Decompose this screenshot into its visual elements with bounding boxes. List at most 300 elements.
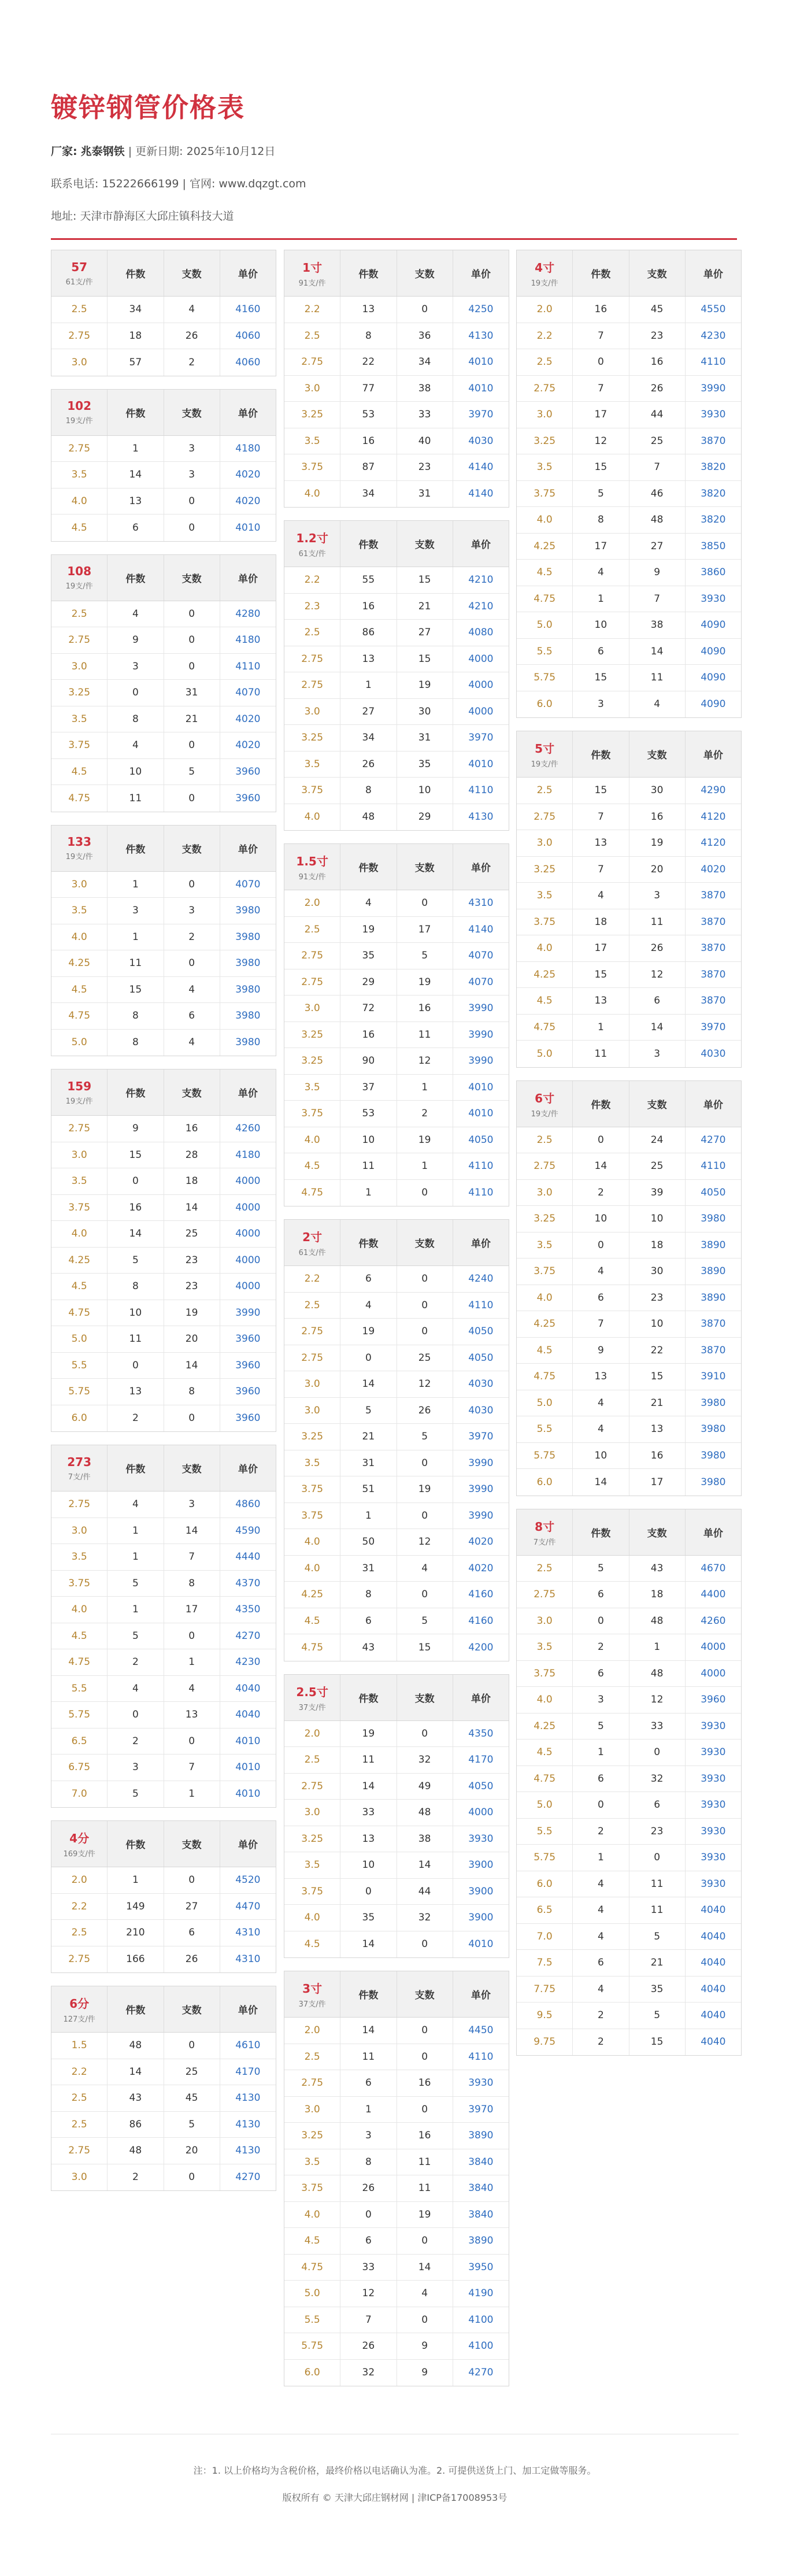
price-cell: 3930	[701, 1825, 726, 1837]
spec-cell	[51, 826, 108, 871]
price-cell: 4270	[235, 1630, 261, 1642]
price-cell: 4160	[235, 304, 261, 316]
pieces-cell: 19	[397, 969, 453, 995]
table-row	[517, 988, 741, 1015]
pieces-cell: 23	[629, 323, 686, 349]
spec-cell	[284, 1971, 340, 2017]
wall-thickness-cell: 6.0	[517, 1469, 573, 1496]
price-table	[51, 1069, 276, 1432]
price-cell: 4090	[701, 672, 726, 684]
count-cell: 34	[340, 481, 397, 508]
pieces-cell: 7	[629, 586, 686, 612]
table-row	[51, 1781, 276, 1808]
table-row	[517, 612, 741, 639]
price-cell: 4110	[468, 1299, 494, 1311]
price-cell: 3910	[701, 1371, 726, 1383]
wall-thickness-cell: 4.0	[51, 1597, 108, 1623]
update-date: 2025年10月12日	[186, 145, 276, 158]
pieces-cell: 30	[629, 1259, 686, 1285]
count-cell: 15	[573, 778, 629, 804]
footer-copyright: 版权所有 © 天津大邱庄钢材网 | 津ICP备17008953号	[282, 2492, 508, 2503]
wall-thickness-cell: 4.0	[51, 1221, 108, 1247]
count-cell: 0	[108, 1353, 164, 1379]
count-cell: 31	[340, 1556, 397, 1582]
wall-thickness-cell: 5.0	[517, 1041, 573, 1067]
table-row	[517, 857, 741, 883]
count-cell: 4	[573, 1924, 629, 1950]
pieces-cell: 11	[397, 2149, 453, 2175]
table-row	[284, 2281, 509, 2307]
price-cell: 3930	[468, 1833, 494, 1845]
count-cell: 26	[340, 2333, 397, 2359]
table-row	[51, 654, 276, 680]
wall-thickness-cell: 4.25	[517, 1311, 573, 1337]
count-cell: 1	[340, 672, 397, 698]
pieces-cell: 0	[164, 601, 220, 627]
spec-cell	[284, 1675, 340, 1720]
price-cell: 3890	[701, 1239, 726, 1251]
table-row	[517, 1416, 741, 1443]
table-row	[284, 2044, 509, 2071]
table-row	[517, 560, 741, 586]
count-cell: 34	[340, 725, 397, 751]
count-cell: 9	[573, 1338, 629, 1364]
count-cell: 1	[340, 1180, 397, 1206]
wall-thickness-cell: 2.5	[51, 297, 108, 323]
count-cell: 2	[108, 1649, 164, 1675]
pieces-cell: 0	[397, 1293, 453, 1319]
price-cell: 4230	[235, 1656, 261, 1668]
spec-name: 108	[67, 564, 91, 578]
table-row	[284, 454, 509, 481]
wall-thickness-cell: 1.5	[51, 2033, 108, 2059]
pieces-cell: 3	[164, 436, 220, 462]
price-cell: 3930	[701, 1878, 726, 1890]
count-cell: 9	[108, 627, 164, 653]
pieces-cell: 32	[629, 1766, 686, 1792]
wall-thickness-cell: 4.5	[284, 1153, 340, 1179]
price-cell: 3960	[235, 1412, 261, 1424]
wall-thickness-cell: 3.5	[517, 883, 573, 909]
count-cell: 10	[573, 1206, 629, 1232]
wall-thickness-cell: 3.0	[517, 1608, 573, 1634]
price-cell: 3870	[701, 995, 726, 1007]
table-row	[517, 481, 741, 508]
count-cell: 48	[108, 2138, 164, 2164]
header-pieces: 支数	[397, 1675, 453, 1720]
price-cell: 4160	[468, 1615, 494, 1627]
pieces-cell: 3	[164, 462, 220, 488]
count-cell: 0	[573, 1233, 629, 1259]
table-row	[51, 1755, 276, 1781]
price-cell: 3870	[701, 1344, 726, 1356]
header-pieces: 支数	[164, 1821, 220, 1867]
page-footer	[51, 2434, 739, 2504]
price-cell: 4200	[468, 1641, 494, 1653]
phone-number[interactable]: 15222666199	[102, 177, 179, 190]
wall-thickness-cell: 3.75	[51, 732, 108, 758]
count-cell: 4	[108, 601, 164, 627]
pieces-cell: 16	[397, 2123, 453, 2149]
price-cell: 4010	[468, 1081, 494, 1093]
price-cell: 4040	[235, 1709, 261, 1721]
table-row	[51, 1379, 276, 1405]
wall-thickness-cell: 3.75	[284, 1879, 340, 1905]
price-cell: 3960	[235, 1359, 261, 1371]
pieces-cell: 32	[397, 1905, 453, 1931]
wall-thickness-cell: 4.5	[517, 560, 573, 586]
price-cell: 3990	[468, 1028, 494, 1041]
count-cell: 4	[573, 1259, 629, 1285]
table-row	[284, 995, 509, 1022]
wall-thickness-cell: 2.75	[51, 323, 108, 349]
table-row	[517, 778, 741, 804]
table-row	[51, 977, 276, 1004]
wall-thickness-cell: 2.2	[51, 2059, 108, 2085]
table-row	[51, 1544, 276, 1571]
price-table	[51, 389, 276, 542]
pieces-cell: 0	[164, 654, 220, 680]
spec-cell	[51, 1069, 108, 1115]
pieces-cell: 4	[164, 297, 220, 323]
wall-thickness-cell: 2.75	[51, 2138, 108, 2164]
table-row	[284, 1905, 509, 1931]
spec-name: 3寸	[302, 1982, 323, 1996]
table-row	[517, 1364, 741, 1390]
count-cell: 4	[573, 560, 629, 586]
table-row	[284, 1048, 509, 1075]
price-cell: 3950	[468, 2261, 494, 2273]
table-row	[284, 1101, 509, 1127]
table-row	[284, 2123, 509, 2149]
table-header	[51, 250, 276, 297]
table-row	[284, 1634, 509, 1661]
wall-thickness-cell: 3.75	[284, 778, 340, 804]
wall-thickness-cell: 4.75	[51, 785, 108, 812]
header-count: 件数	[108, 1821, 164, 1867]
table-row	[517, 1338, 741, 1364]
table-row	[51, 2164, 276, 2191]
price-cell: 3990	[468, 1002, 494, 1015]
count-cell: 8	[340, 2149, 397, 2175]
count-cell: 15	[108, 1142, 164, 1168]
price-cell: 4250	[468, 304, 494, 316]
price-table	[51, 1986, 276, 2191]
pieces-cell: 19	[397, 1127, 453, 1153]
price-cell: 3930	[701, 1746, 726, 1759]
count-cell: 10	[108, 1300, 164, 1326]
price-cell: 4210	[468, 600, 494, 612]
pieces-cell: 4	[164, 977, 220, 1003]
price-cell: 4000	[235, 1175, 261, 1187]
spec-cell	[51, 1445, 108, 1491]
pieces-cell: 23	[164, 1274, 220, 1300]
table-row	[284, 1879, 509, 1905]
wall-thickness-cell: 3.75	[284, 1476, 340, 1502]
price-cell: 3860	[701, 567, 726, 579]
wall-thickness-cell: 4.5	[51, 759, 108, 785]
pieces-cell: 33	[397, 402, 453, 428]
table-row	[517, 883, 741, 909]
wall-thickness-cell: 2.2	[284, 297, 340, 323]
count-cell: 35	[340, 943, 397, 969]
spec-cell	[517, 250, 573, 296]
pieces-cell: 1	[397, 1153, 453, 1179]
price-cell: 4000	[468, 653, 494, 665]
price-cell: 3900	[468, 1885, 494, 1897]
price-cell: 4020	[235, 713, 261, 725]
count-cell: 2	[108, 1405, 164, 1432]
count-cell: 13	[340, 1826, 397, 1852]
table-header	[284, 1675, 509, 1721]
table-row	[51, 627, 276, 654]
price-cell: 3980	[701, 1213, 726, 1225]
pieces-cell: 13	[164, 1702, 220, 1728]
table-row	[51, 1195, 276, 1222]
pieces-cell: 5	[629, 2003, 686, 2029]
count-cell: 1	[108, 1544, 164, 1570]
wall-thickness-cell: 3.5	[284, 1450, 340, 1476]
pieces-cell: 0	[397, 2228, 453, 2254]
wall-thickness-cell: 3.5	[284, 1852, 340, 1878]
wall-thickness-cell: 4.5	[517, 1338, 573, 1364]
count-cell: 1	[573, 1845, 629, 1871]
count-cell: 1	[108, 1518, 164, 1544]
table-row	[284, 2018, 509, 2044]
header-count: 件数	[340, 1971, 397, 2017]
wall-thickness-cell: 3.5	[51, 1168, 108, 1194]
count-cell: 77	[340, 376, 397, 402]
pieces-cell: 5	[397, 943, 453, 969]
pieces-cell: 15	[629, 1364, 686, 1390]
table-row	[517, 2029, 741, 2056]
pieces-cell: 34	[397, 349, 453, 375]
table-header	[51, 1445, 276, 1491]
price-cell: 3930	[701, 1772, 726, 1785]
wall-thickness-cell: 2.75	[51, 627, 108, 653]
price-cell: 4110	[235, 660, 261, 672]
wall-thickness-cell: 2.75	[284, 969, 340, 995]
price-cell: 4000	[468, 705, 494, 717]
pieces-cell: 1	[164, 1781, 220, 1808]
table-row	[284, 1180, 509, 1206]
wall-thickness-cell: 2.0	[51, 1867, 108, 1893]
pieces-cell: 9	[397, 2360, 453, 2386]
wall-thickness-cell: 3.75	[284, 1101, 340, 1127]
price-cell: 3960	[235, 1333, 261, 1345]
price-cell: 4020	[701, 863, 726, 875]
table-row	[284, 402, 509, 428]
count-cell: 14	[340, 1931, 397, 1958]
wall-thickness-cell: 2.75	[51, 1116, 108, 1142]
wall-thickness-cell: 5.75	[284, 2333, 340, 2359]
pieces-cell: 18	[164, 1168, 220, 1194]
wall-thickness-cell: 4.75	[284, 1634, 340, 1661]
wall-thickness-cell: 2.5	[51, 2085, 108, 2111]
wall-thickness-cell: 3.0	[284, 376, 340, 402]
table-row	[517, 1819, 741, 1845]
price-cell: 3820	[701, 514, 726, 526]
count-cell: 43	[108, 2085, 164, 2111]
count-cell: 27	[340, 699, 397, 725]
table-row	[517, 323, 741, 350]
table-row	[517, 1634, 741, 1661]
price-cell: 3990	[468, 1509, 494, 1522]
count-cell: 48	[108, 2033, 164, 2059]
contact-row	[51, 175, 738, 207]
address-row	[51, 207, 738, 239]
header-pieces: 支数	[397, 1971, 453, 2017]
count-cell: 10	[108, 759, 164, 785]
pieces-cell: 16	[629, 1443, 686, 1469]
price-cell: 4010	[468, 356, 494, 368]
wall-thickness-cell: 5.0	[51, 1326, 108, 1352]
pieces-cell: 21	[629, 1390, 686, 1416]
price-cell: 4350	[468, 1727, 494, 1739]
price-cell: 4070	[235, 687, 261, 699]
price-cell: 4280	[235, 608, 261, 620]
wall-thickness-cell: 4.0	[284, 2202, 340, 2228]
pieces-cell: 21	[629, 1950, 686, 1976]
table-row	[517, 376, 741, 402]
table-row	[51, 1030, 276, 1056]
wall-thickness-cell: 5.0	[517, 612, 573, 638]
count-cell: 87	[340, 454, 397, 480]
count-cell: 57	[108, 349, 164, 376]
wall-thickness-cell: 4.75	[517, 1364, 573, 1390]
price-cell: 4140	[468, 923, 494, 935]
pieces-cell: 30	[397, 699, 453, 725]
wall-thickness-cell: 2.75	[51, 436, 108, 462]
wall-thickness-cell: 2.75	[284, 672, 340, 698]
price-cell: 4290	[701, 784, 726, 797]
wall-thickness-cell: 6.0	[51, 1405, 108, 1432]
table-row	[517, 454, 741, 481]
table-row	[51, 732, 276, 759]
count-cell: 26	[340, 2175, 397, 2201]
table-row	[284, 481, 509, 508]
pieces-cell: 23	[629, 1285, 686, 1311]
pieces-cell: 21	[397, 594, 453, 620]
spec-per-bundle: 61支/件	[298, 1249, 326, 1257]
wall-thickness-cell: 9.5	[517, 2003, 573, 2029]
table-header	[51, 1986, 276, 2033]
table-row	[284, 1800, 509, 1826]
count-cell: 2	[573, 2029, 629, 2056]
header-price: 单价	[703, 750, 723, 761]
table-row	[517, 297, 741, 323]
price-cell: 4550	[701, 304, 726, 316]
site-link[interactable]: www.dqzgt.com	[218, 177, 306, 190]
count-cell: 43	[340, 1634, 397, 1661]
spec-name: 1.5寸	[296, 854, 328, 868]
wall-thickness-cell: 4.5	[284, 1931, 340, 1958]
pieces-cell: 11	[397, 1022, 453, 1048]
count-cell: 16	[340, 428, 397, 454]
wall-thickness-cell: 3.0	[51, 2164, 108, 2191]
price-cell: 3870	[701, 890, 726, 902]
count-cell: 8	[340, 323, 397, 349]
wall-thickness-cell: 4.5	[51, 1623, 108, 1649]
wall-thickness-cell: 2.75	[284, 1774, 340, 1800]
price-cell: 3820	[701, 461, 726, 473]
table-row	[284, 890, 509, 917]
count-cell: 14	[340, 1774, 397, 1800]
count-cell: 1	[573, 586, 629, 612]
table-row	[51, 1597, 276, 1623]
pieces-cell: 12	[397, 1529, 453, 1555]
wall-thickness-cell: 4.25	[284, 1582, 340, 1608]
pieces-cell: 0	[397, 1319, 453, 1345]
table-row	[284, 1931, 509, 1958]
table-row	[284, 1774, 509, 1800]
count-cell: 5	[108, 1623, 164, 1649]
count-cell: 2	[108, 1729, 164, 1755]
table-row	[517, 1977, 741, 2003]
spec-cell	[51, 1986, 108, 2032]
pieces-cell: 17	[164, 1597, 220, 1623]
wall-thickness-cell: 3.0	[51, 654, 108, 680]
spec-per-bundle: 19支/件	[65, 853, 93, 861]
count-cell: 11	[108, 950, 164, 976]
header-count: 件数	[573, 250, 629, 296]
pieces-cell: 10	[629, 1311, 686, 1337]
wall-thickness-cell: 4.0	[284, 804, 340, 831]
count-cell: 13	[108, 1379, 164, 1405]
price-table	[51, 554, 276, 812]
pieces-cell: 11	[629, 909, 686, 935]
wall-thickness-cell: 4.5	[284, 1608, 340, 1634]
count-cell: 11	[108, 785, 164, 812]
table-row	[51, 1894, 276, 1920]
count-cell: 13	[573, 988, 629, 1014]
pieces-cell: 3	[629, 883, 686, 909]
footer-note: 注：1. 以上价格均为含税价格，最终价格以电话确认为准。2. 可提供送货上门、加工定做等服务。	[193, 2465, 597, 2476]
table-row	[284, 1398, 509, 1424]
spec-per-bundle: 19支/件	[65, 417, 93, 425]
wall-thickness-cell: 3.25	[284, 2123, 340, 2149]
price-cell: 4010	[235, 1735, 261, 1747]
pieces-cell: 12	[397, 1048, 453, 1074]
price-cell: 3930	[701, 1852, 726, 1864]
pieces-cell: 31	[397, 725, 453, 751]
count-cell: 19	[340, 1319, 397, 1345]
spec-cell	[517, 731, 573, 777]
wall-thickness-cell: 3.25	[517, 857, 573, 883]
count-cell: 17	[573, 935, 629, 961]
column-3	[516, 250, 742, 2068]
count-cell: 18	[573, 909, 629, 935]
table-row	[284, 1075, 509, 1101]
table-row	[51, 488, 276, 515]
wall-thickness-cell: 3.5	[284, 2149, 340, 2175]
price-cell: 3960	[235, 765, 261, 778]
pieces-cell: 16	[397, 2070, 453, 2096]
header-count: 件数	[573, 1509, 629, 1555]
pieces-cell: 4	[164, 1676, 220, 1702]
header-pieces: 支数	[629, 250, 686, 296]
table-row	[284, 917, 509, 943]
price-cell: 4520	[235, 1874, 261, 1886]
wall-thickness-cell: 2.5	[51, 601, 108, 627]
price-cell: 3870	[701, 968, 726, 980]
count-cell: 33	[340, 2255, 397, 2281]
pieces-cell: 5	[397, 1424, 453, 1450]
price-cell: 3900	[468, 1912, 494, 1924]
table-row	[51, 2112, 276, 2138]
table-row	[284, 1721, 509, 1748]
header-count: 件数	[340, 1220, 397, 1265]
